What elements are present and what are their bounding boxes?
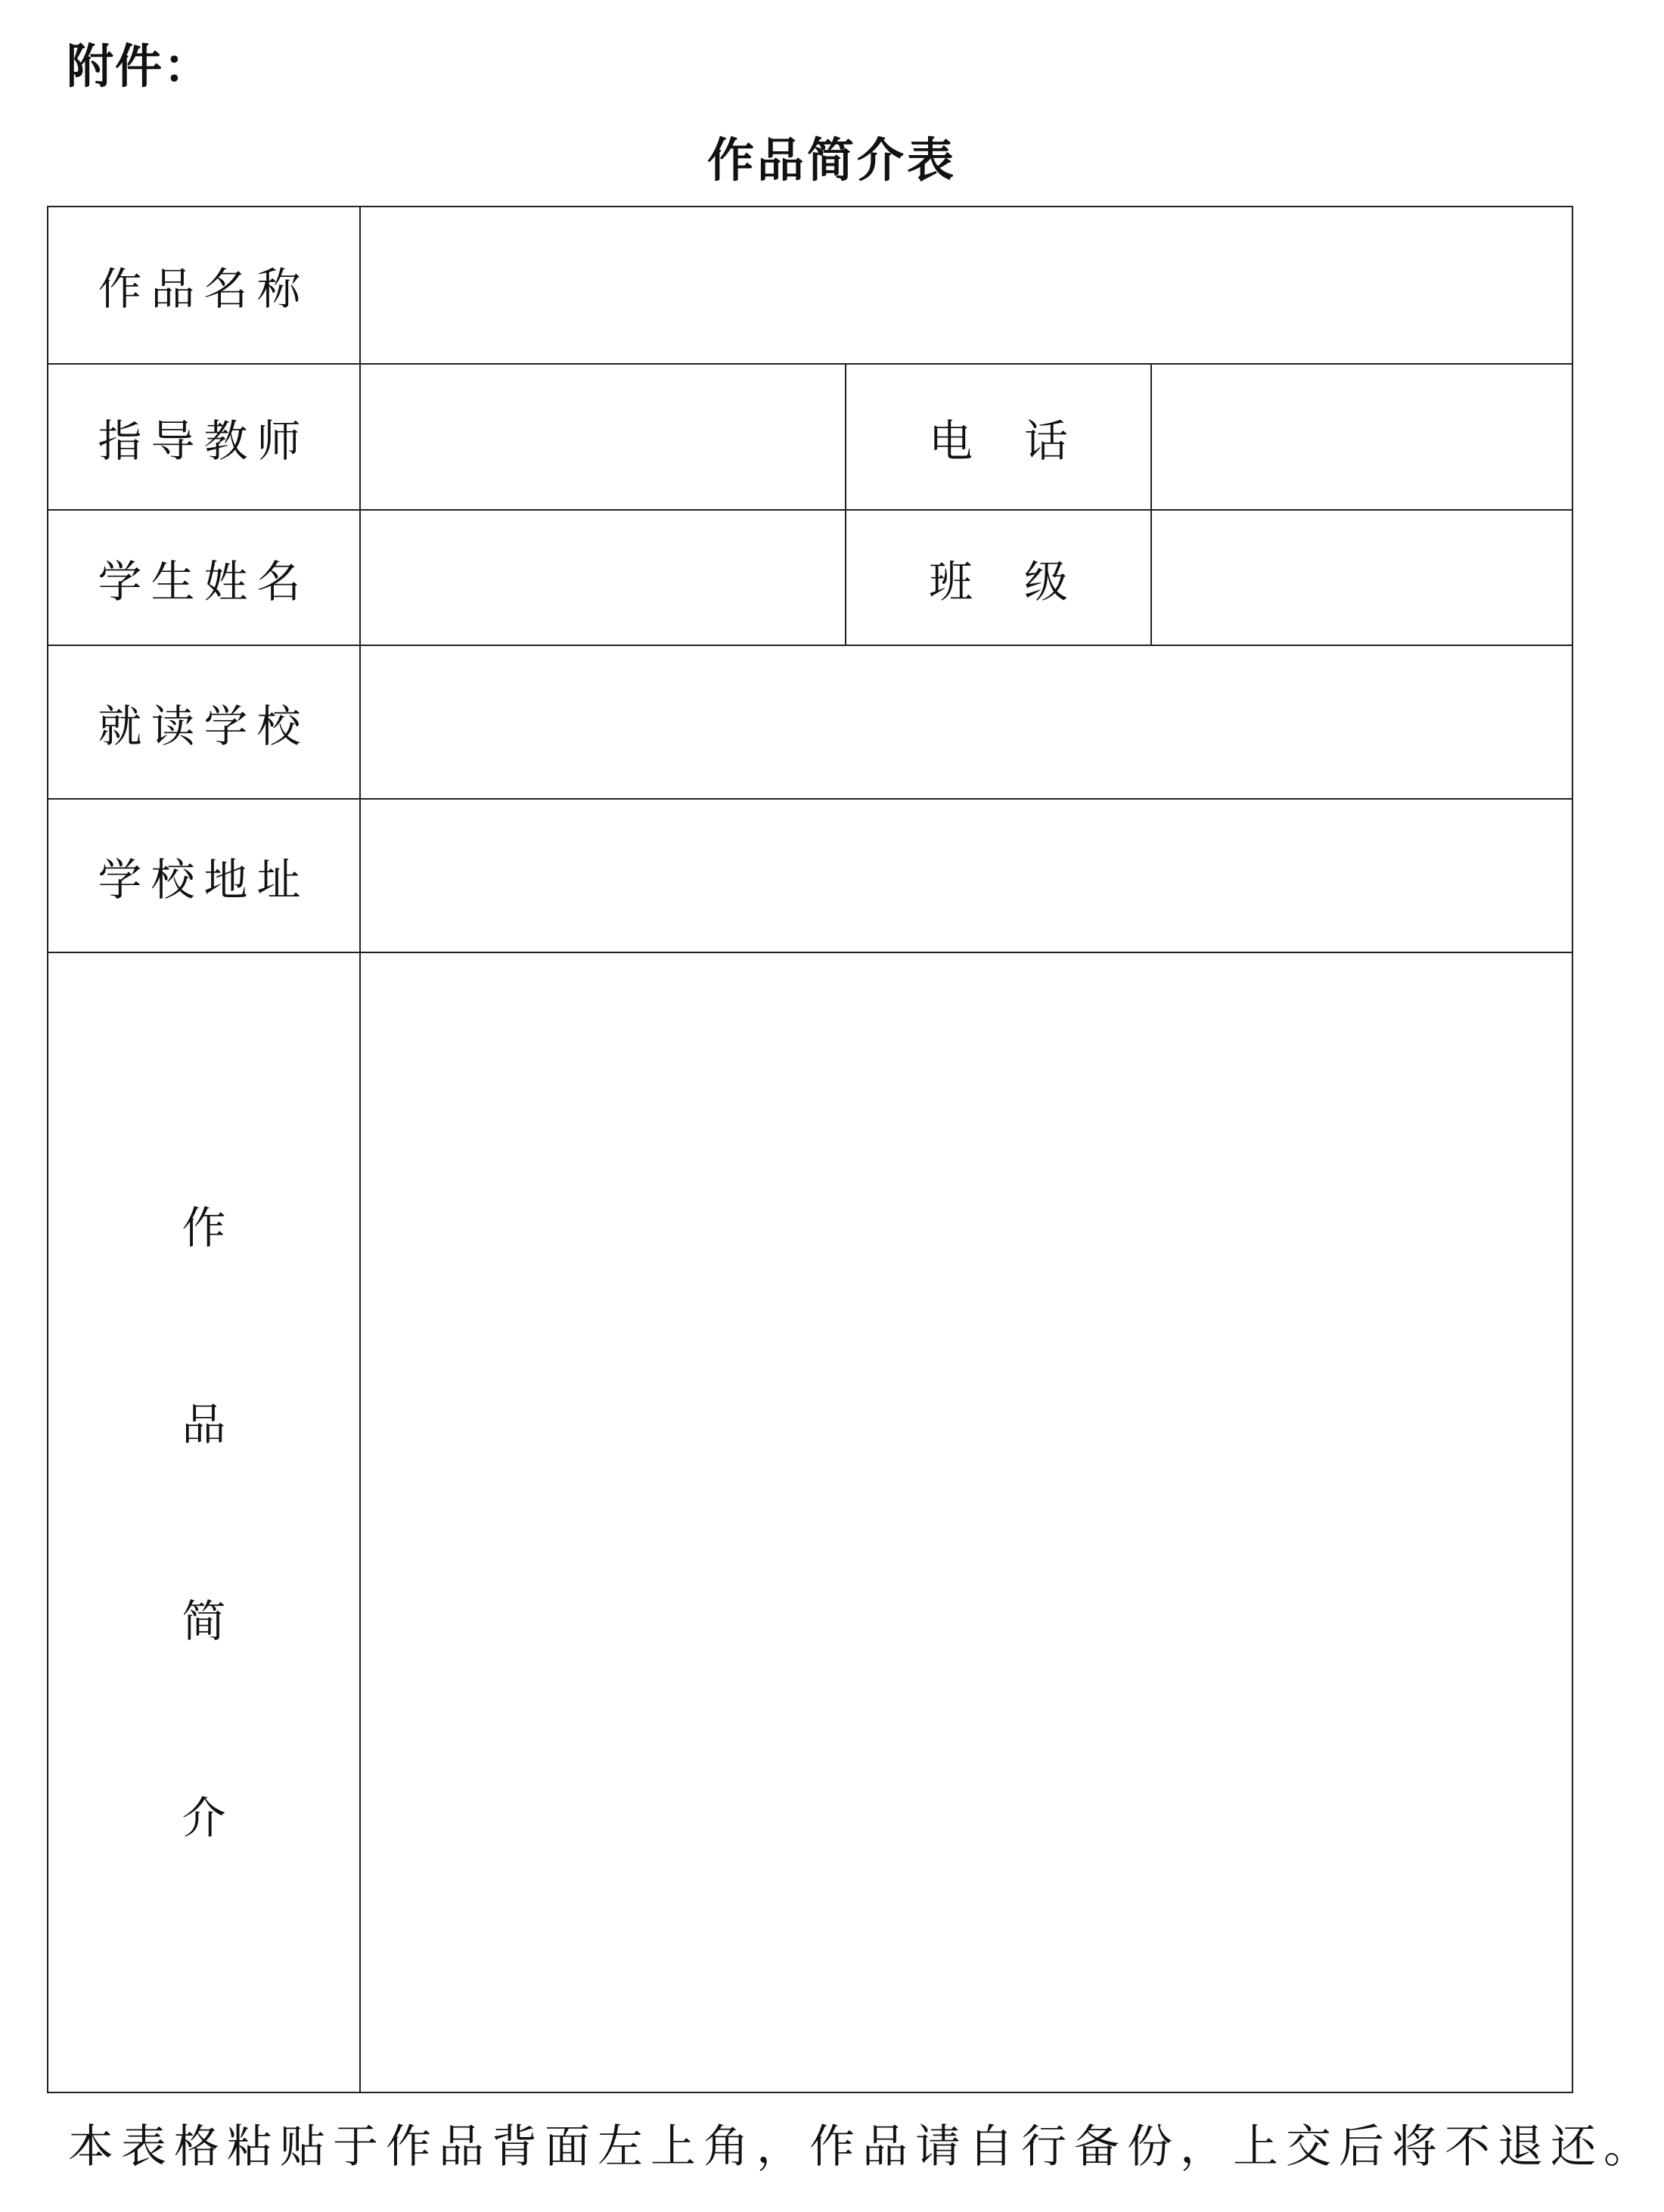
row-school	[48, 645, 1572, 799]
intro-label-char-4: 介	[182, 1791, 226, 1844]
row-intro	[48, 952, 1572, 2092]
intro-label-char-3: 简	[182, 1595, 226, 1647]
intro-field[interactable]	[360, 952, 1572, 2092]
school-label: 就读学校	[48, 645, 360, 799]
advisor-field[interactable]	[360, 364, 846, 510]
phone-label	[846, 364, 1151, 510]
phone-field[interactable]	[1151, 364, 1572, 510]
class-label-char-2: 级	[1024, 555, 1069, 607]
student-name-field[interactable]	[360, 510, 846, 645]
footer-note: 本表格粘贴于作品背面左上角，作品请自行备份，上交后将不退还。	[68, 2120, 1656, 2173]
intro-label-char-2: 品	[182, 1398, 226, 1450]
phone-label-char-1: 电	[928, 415, 973, 467]
work-intro-form-table	[47, 206, 1573, 2093]
work-name-field[interactable]	[360, 207, 1572, 364]
row-student	[48, 510, 1572, 645]
attachment-label: 附件：	[67, 39, 213, 94]
school-address-label: 学校地址	[48, 799, 360, 952]
row-advisor	[48, 364, 1572, 510]
school-field[interactable]	[360, 645, 1572, 799]
class-label	[846, 510, 1151, 645]
form-title: 作品简介表	[706, 132, 957, 188]
work-name-label: 作品名称	[48, 207, 360, 364]
intro-label-char-1: 作	[182, 1201, 226, 1254]
school-address-field[interactable]	[360, 799, 1572, 952]
phone-label-char-2: 话	[1024, 415, 1069, 467]
intro-label	[48, 952, 360, 2092]
student-name-label: 学生姓名	[48, 510, 360, 645]
class-label-char-1: 班	[928, 555, 973, 607]
class-field[interactable]	[1151, 510, 1572, 645]
advisor-label: 指导教师	[48, 364, 360, 510]
row-work-name	[48, 207, 1572, 364]
row-school-address	[48, 799, 1572, 952]
